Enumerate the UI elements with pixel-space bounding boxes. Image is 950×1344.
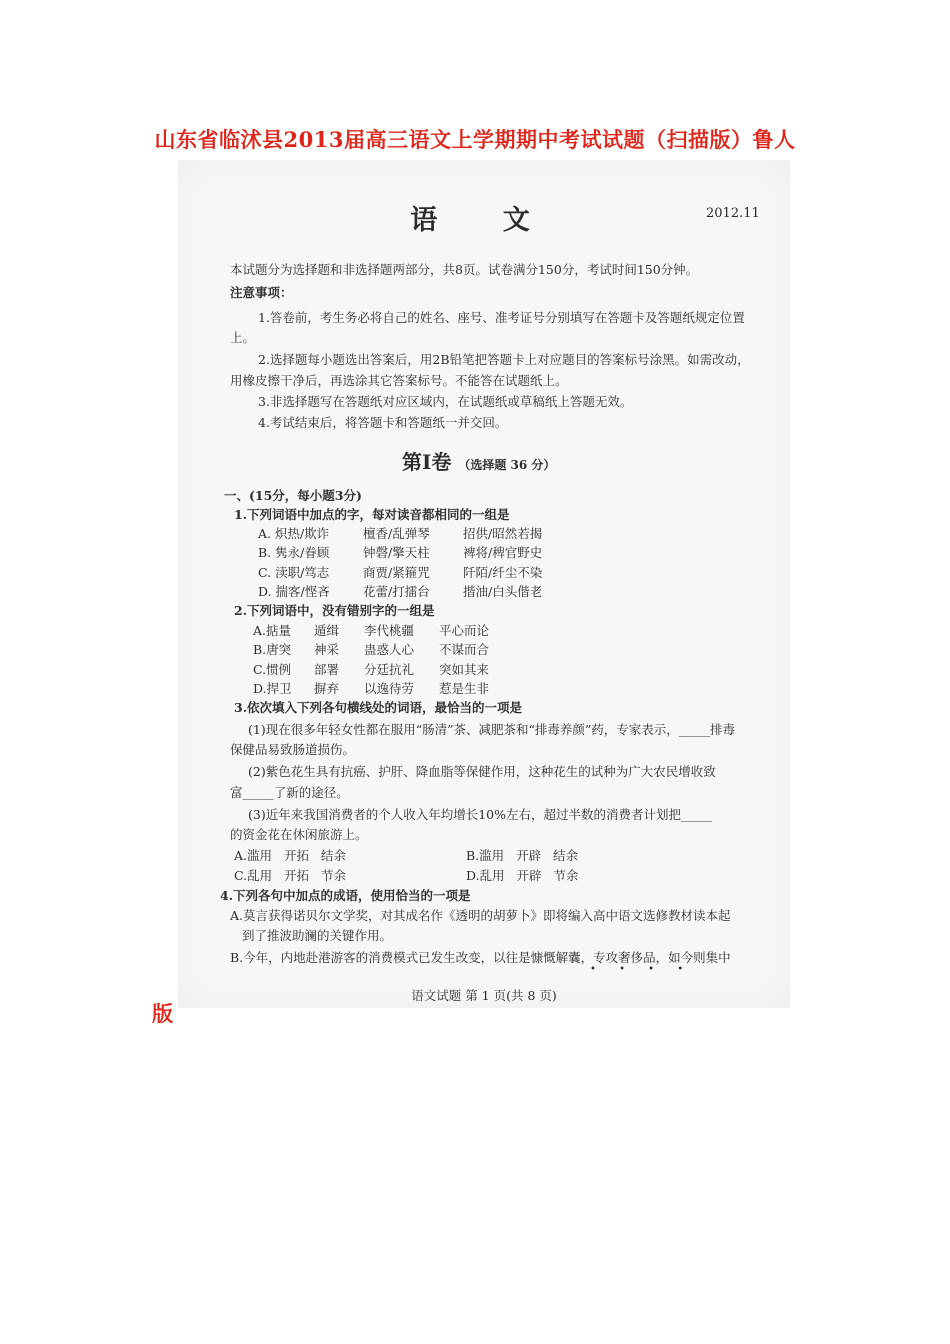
notice-line: 3.非选择题写在答题纸对应区域内，在试题纸或草稿纸上答题无效。: [258, 394, 633, 409]
q3-option-label: A.滥用: [234, 848, 273, 863]
part-heading: 一、(15分，每小题3分): [224, 488, 362, 503]
section-title: [402, 446, 555, 475]
q4-line: B.今年，内地赴港游客的消费模式已发生改变，以往是慷慨解囊，专攻奢侈品，如今则集中: [230, 950, 731, 965]
q2-option: 平心而论: [439, 623, 490, 638]
q3-option-word: 开辟: [516, 848, 542, 863]
q3-option-word: 结余: [553, 848, 579, 863]
q4-line: 到了推波助澜的关键作用。: [242, 928, 393, 943]
q2-option: 分廷抗礼: [364, 662, 415, 677]
section-title-text: 第Ⅰ卷: [402, 450, 452, 474]
exam-subject: 语 文: [410, 205, 558, 236]
q3-option: [466, 846, 578, 864]
q3-option: [234, 846, 346, 864]
q1-option: A. 炽热/欺诈: [258, 526, 330, 541]
exam-intro: 本试题分为选择题和非选择题两部分，共8页。试卷满分150分，考试时间150分钟。: [230, 262, 699, 277]
q3-line: 保健品易致肠道损伤。: [230, 742, 356, 757]
document-title: 山东省临沭县2013届高三语文上学期期中考试试题（扫描版）鲁人: [154, 127, 796, 152]
q1-option: C. 渎职/笃志: [258, 565, 330, 580]
notice-line: 2.选择题每小题选出答案后，用2B铅笔把答题卡上对应题目的答案标号涂黑。如需改动，: [258, 352, 750, 367]
q3-line: 的资金花在休闲旅游上。: [230, 827, 368, 842]
notice-line: 用橡皮擦干净后，再选涂其它答案标号。不能答在试题纸上。: [230, 373, 568, 388]
q3-option-word: 开拓: [283, 848, 309, 863]
question-3-stem: 3.依次填入下列各句横线处的词语，最恰当的一项是: [234, 700, 523, 715]
q4-line: A.莫言获得诺贝尔文学奖，对其成名作《透明的胡萝卜》即将编入高中语文选修教材读本起: [230, 908, 731, 923]
q2-option: C.惯例: [253, 662, 292, 677]
notice-line: 1.答卷前，考生务必将自己的姓名、座号、准考证号分别填写在答题卡及答题纸规定位置: [258, 310, 745, 325]
q1-option: 檀香/乱弹琴: [363, 526, 430, 541]
q2-option: 突如其来: [439, 662, 490, 677]
document-title-suffix: 版: [152, 1001, 173, 1026]
q3-line: (3)近年来我国消费者的个人收入年均增长10%左右，超过半数的消费者计划把_____: [248, 807, 713, 822]
q3-option-word: 结余: [320, 848, 346, 863]
q1-option: 阡陌/纤尘不染: [463, 565, 543, 580]
q3-option-label: B.滥用: [466, 848, 505, 863]
q2-option: A.掂量: [253, 623, 292, 638]
q1-option: B. 隽永/眷顾: [258, 545, 330, 560]
notice-line: 上。: [230, 330, 256, 345]
q2-option: 摒弃: [314, 681, 340, 696]
q1-option: 招供/昭然若揭: [463, 526, 543, 541]
q2-option: 蛊惑人心: [364, 642, 415, 657]
q3-option-word: 节余: [320, 868, 346, 883]
scanned-exam-page: [178, 160, 790, 1008]
q3-option-word: 开辟: [516, 868, 542, 883]
question-4-stem: 4.下列各句中加点的成语，使用恰当的一项是: [220, 888, 471, 903]
q2-option: 李代桃疆: [364, 623, 415, 638]
q2-option: 惹是生非: [439, 681, 490, 696]
q1-option: D. 揣客/悭吝: [258, 584, 330, 599]
q1-option: 商贾/紧箍咒: [363, 565, 430, 580]
emphasis-dots: • • • •: [590, 964, 694, 975]
q3-option: [466, 866, 578, 884]
q1-option: 花蕾/打擂台: [363, 584, 430, 599]
q2-option: 遁缉: [314, 623, 340, 638]
notice-line: 4.考试结束后，将答题卡和答题纸一并交回。: [258, 415, 508, 430]
page-footer: 语文试题 第 1 页(共 8 页): [411, 988, 557, 1003]
q3-option-label: D.乱用: [466, 868, 505, 883]
q2-option: 不谋而合: [439, 642, 490, 657]
q2-option: B.唐突: [253, 642, 292, 657]
question-2-stem: 2.下列词语中，没有错别字的一组是: [234, 603, 435, 618]
question-1-stem: 1.下列词语中加点的字，每对读音都相同的一组是: [234, 507, 510, 522]
q3-line: (2)紫色花生具有抗癌、护肝、降血脂等保健作用，这种花生的试种为广大农民增收致: [248, 764, 716, 779]
notice-title: 注意事项：: [230, 285, 293, 300]
q1-option: 揩油/白头偕老: [463, 584, 543, 599]
q1-option: 裨将/稗官野史: [463, 545, 543, 560]
q3-line: 富_____了新的途径。: [230, 785, 349, 800]
q2-option: 神采: [314, 642, 340, 657]
q2-option: D.捍卫: [253, 681, 292, 696]
q2-option: 以逸待劳: [364, 681, 415, 696]
q2-option: 部署: [314, 662, 340, 677]
q3-option: [234, 866, 346, 884]
exam-date: 2012.11: [706, 206, 760, 221]
q3-option-word: 节余: [553, 868, 579, 883]
section-note: （选择题 36 分）: [458, 458, 556, 472]
q3-option-word: 开拓: [284, 868, 310, 883]
q1-option: 钟磬/擎天柱: [363, 545, 430, 560]
q3-line: (1)现在很多年轻女性都在服用“肠清”茶、减肥茶和“排毒养颜”药，专家表示，_____排毒: [248, 722, 736, 737]
q3-option-label: C.乱用: [234, 868, 273, 883]
